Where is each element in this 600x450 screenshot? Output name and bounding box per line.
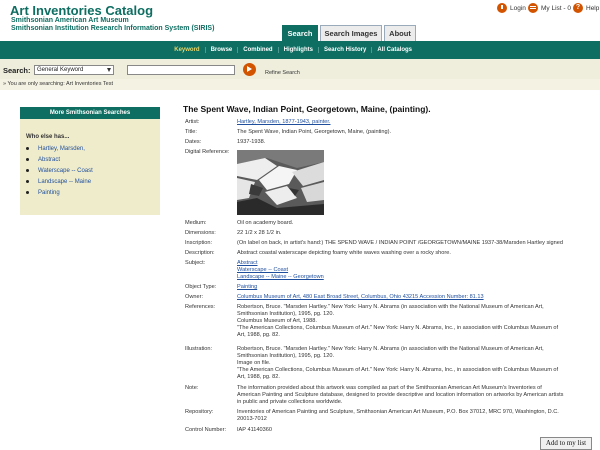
sidebar-item-abstract[interactable]: Abstract (26, 154, 93, 165)
bullet-icon (26, 180, 29, 183)
searching-scope: » You are only searching: Art Inventories Test (0, 79, 600, 90)
tab-search[interactable]: Search (282, 25, 318, 41)
help-icon: ? (573, 3, 583, 13)
tab-search-images[interactable]: Search Images (320, 25, 382, 41)
sidebar-item-landscape[interactable]: Landscape -- Maine (26, 176, 93, 187)
bullet-icon (26, 191, 29, 194)
nav-bar (0, 41, 600, 59)
nav-browse[interactable]: Browse (205, 47, 238, 53)
more-searches-panel (20, 107, 160, 215)
nav-combined[interactable]: Combined (237, 47, 277, 53)
object-type-link[interactable]: Painting (237, 284, 258, 290)
app-title[interactable]: Art Inventories Catalog (10, 3, 154, 18)
sidebar-item-painting[interactable]: Painting (26, 187, 93, 198)
bullet-icon (26, 158, 29, 161)
painting-thumbnail[interactable] (237, 150, 324, 215)
bullet-icon (26, 147, 29, 150)
help-link[interactable]: ? Help (573, 3, 599, 13)
tab-about[interactable]: About (384, 25, 416, 41)
subject-link-abstract[interactable]: Abstract (237, 260, 258, 266)
subject-link-landscape[interactable]: Landscape -- Maine -- Georgetown (237, 274, 324, 280)
nav-highlights[interactable]: Highlights (278, 47, 318, 53)
list-icon (528, 3, 538, 13)
search-input[interactable] (127, 65, 235, 75)
subject-link-waterscape[interactable]: Waterscape -- Coast (237, 267, 289, 273)
who-else-list (26, 143, 93, 198)
owner-link[interactable]: Columbus Museum of Art, 480 East Broad Street, Columbus, Ohio 43215 Accession Number: 81.13 (237, 294, 484, 300)
museum-name: Smithsonian American Art Museum (11, 17, 129, 24)
search-type-select[interactable]: General Keyword (34, 65, 114, 75)
go-arrow-icon[interactable] (243, 63, 256, 76)
my-list-link[interactable]: My List - 0 (528, 3, 571, 13)
painting-image (237, 150, 324, 215)
search-label: Search: (3, 66, 31, 75)
sidebar-item-waterscape[interactable]: Waterscape -- Coast (26, 165, 93, 176)
nav-search-history[interactable]: Search History (318, 47, 371, 53)
add-to-my-list-button[interactable]: Add to my list (540, 437, 592, 450)
siris-name: Smithsonian Institution Research Information System (SIRIS) (11, 25, 215, 32)
sidebar-item-hartley[interactable]: Hartley, Marsden, (26, 143, 93, 154)
header (0, 0, 600, 41)
power-icon (497, 3, 507, 13)
artist-link[interactable]: Hartley, Marsden, 1877-1943, painter. (237, 119, 331, 125)
nav-keyword[interactable]: Keyword (174, 47, 200, 53)
login-link[interactable]: Login (497, 3, 526, 13)
who-else-label: Who else has... (26, 134, 70, 140)
bullet-icon (26, 169, 29, 172)
nav-links (169, 41, 417, 59)
refine-search-link[interactable]: Refine Search (265, 70, 300, 76)
more-searches-heading: More Smithsonian Searches (20, 107, 160, 119)
record-title: The Spent Wave, Indian Point, Georgetown, Maine, (painting). (183, 104, 431, 114)
nav-all-catalogs[interactable]: All Catalogs (371, 47, 417, 53)
